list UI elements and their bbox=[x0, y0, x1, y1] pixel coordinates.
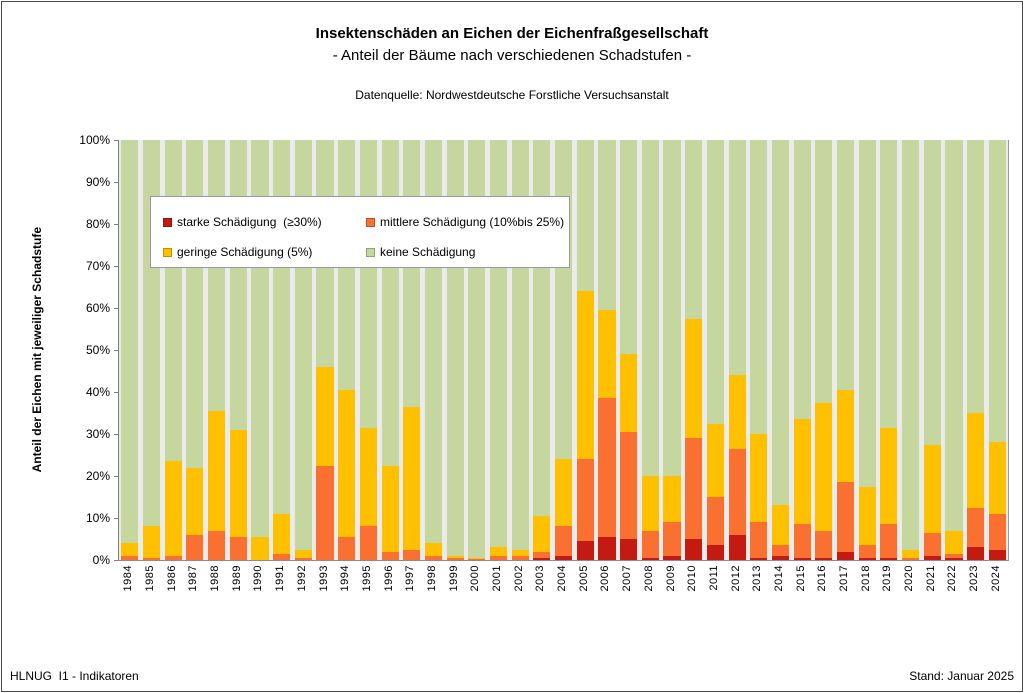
bar-2018 bbox=[859, 140, 876, 560]
bar-2012 bbox=[729, 140, 746, 560]
legend-item-starke bbox=[163, 215, 366, 229]
x-tick-label: 1988 bbox=[209, 565, 222, 592]
y-tick-mark bbox=[114, 266, 118, 267]
x-tick-cell bbox=[812, 565, 834, 603]
bar-segment bbox=[815, 403, 832, 531]
y-tick-mark bbox=[114, 224, 118, 225]
bar-segment bbox=[316, 367, 333, 466]
y-tick-mark bbox=[114, 308, 118, 309]
bar-segment bbox=[642, 140, 659, 476]
x-tick-label: 1998 bbox=[425, 565, 438, 592]
bar-segment bbox=[902, 550, 919, 558]
bar-segment bbox=[945, 531, 962, 554]
x-tick-cell bbox=[855, 565, 877, 603]
x-tick-label: 1986 bbox=[165, 565, 178, 592]
bar-2010 bbox=[685, 140, 702, 560]
x-tick-label: 2006 bbox=[599, 565, 612, 592]
x-tick-label: 2001 bbox=[491, 565, 504, 592]
x-tick-label: 1987 bbox=[187, 565, 200, 592]
bar-segment bbox=[360, 526, 377, 560]
bar-segment bbox=[772, 545, 789, 556]
bar-segment bbox=[533, 558, 550, 560]
bar-segment bbox=[490, 547, 507, 555]
bar-segment bbox=[945, 140, 962, 531]
bar-2017 bbox=[837, 140, 854, 560]
x-tick-cell bbox=[704, 565, 726, 603]
legend-label: mittlere Schädigung (10%bis 25%) bbox=[380, 215, 565, 229]
bar-segment bbox=[382, 466, 399, 552]
x-tick-cell bbox=[964, 565, 986, 603]
bar-segment bbox=[815, 531, 832, 558]
bar-segment bbox=[620, 539, 637, 560]
x-tick-cell bbox=[378, 565, 400, 603]
bar-segment bbox=[837, 390, 854, 482]
x-tick-label: 2003 bbox=[534, 565, 547, 592]
x-tick-cell bbox=[400, 565, 422, 603]
bar-segment bbox=[989, 140, 1006, 442]
bar-segment bbox=[403, 407, 420, 550]
bar-segment bbox=[186, 140, 203, 468]
bar-segment bbox=[924, 556, 941, 560]
legend-label: keine Schädigung bbox=[380, 245, 476, 259]
bar-segment bbox=[555, 140, 572, 459]
x-tick-cell bbox=[573, 565, 595, 603]
bar-segment bbox=[121, 140, 138, 543]
footer-left: HLNUG I1 - Indikatoren bbox=[10, 669, 139, 683]
bar-segment bbox=[989, 550, 1006, 561]
x-tick-label: 1995 bbox=[360, 565, 373, 592]
x-tick-cell bbox=[942, 565, 964, 603]
bar-segment bbox=[555, 459, 572, 526]
bar-segment bbox=[620, 140, 637, 354]
x-tick-label: 1997 bbox=[404, 565, 417, 592]
bar-segment bbox=[230, 537, 247, 560]
x-tick-label: 2002 bbox=[512, 565, 525, 592]
bar-segment bbox=[208, 411, 225, 531]
bar-segment bbox=[794, 558, 811, 560]
x-tick-cell bbox=[183, 565, 205, 603]
y-tick-label: 10% bbox=[85, 511, 110, 525]
x-tick-label: 2011 bbox=[707, 565, 720, 591]
x-tick-cell bbox=[834, 565, 856, 603]
bar-segment bbox=[967, 547, 984, 560]
x-tick-label: 2016 bbox=[816, 565, 829, 592]
bar-segment bbox=[186, 468, 203, 535]
x-tick-cell bbox=[292, 565, 314, 603]
bar-segment bbox=[707, 497, 724, 545]
y-tick-label: 40% bbox=[85, 385, 110, 399]
bar-segment bbox=[859, 140, 876, 487]
bar-segment bbox=[295, 558, 312, 560]
bar-segment bbox=[208, 140, 225, 411]
x-tick-cell bbox=[790, 565, 812, 603]
bar-segment bbox=[512, 556, 529, 560]
bar-segment bbox=[620, 354, 637, 432]
bar-segment bbox=[382, 140, 399, 466]
bar-segment bbox=[837, 552, 854, 560]
bar-2021 bbox=[924, 140, 941, 560]
x-tick-label: 2010 bbox=[686, 565, 699, 592]
x-tick-label: 1989 bbox=[230, 565, 243, 592]
x-tick-cell bbox=[487, 565, 509, 603]
bar-segment bbox=[707, 140, 724, 424]
x-tick-label: 2017 bbox=[838, 565, 851, 592]
bar-segment bbox=[468, 559, 485, 560]
x-tick-cell bbox=[660, 565, 682, 603]
bar-segment bbox=[360, 140, 377, 428]
x-tick-label: 2022 bbox=[946, 565, 959, 592]
x-tick-label: 2024 bbox=[989, 565, 1002, 592]
x-tick-label: 2012 bbox=[729, 565, 742, 592]
y-tick-mark bbox=[114, 434, 118, 435]
bar-segment bbox=[707, 424, 724, 498]
bar-segment bbox=[729, 375, 746, 449]
bar-segment bbox=[967, 413, 984, 508]
x-axis-ticks bbox=[118, 565, 1007, 603]
x-tick-cell bbox=[986, 565, 1008, 603]
bar-1984 bbox=[121, 140, 138, 560]
x-tick-label: 1992 bbox=[295, 565, 308, 592]
x-tick-cell bbox=[140, 565, 162, 603]
bar-segment bbox=[273, 514, 290, 554]
bar-segment bbox=[663, 476, 680, 522]
x-tick-label: 2000 bbox=[469, 565, 482, 592]
x-tick-cell bbox=[682, 565, 704, 603]
bar-segment bbox=[750, 558, 767, 560]
y-tick-label: 50% bbox=[85, 343, 110, 357]
x-tick-cell bbox=[725, 565, 747, 603]
x-tick-label: 2019 bbox=[881, 565, 894, 592]
bar-segment bbox=[772, 505, 789, 545]
y-tick-label: 70% bbox=[85, 259, 110, 273]
bar-2007 bbox=[620, 140, 637, 560]
bar-segment bbox=[837, 482, 854, 551]
x-tick-cell bbox=[205, 565, 227, 603]
x-tick-cell bbox=[552, 565, 574, 603]
x-tick-label: 1991 bbox=[274, 565, 287, 592]
bar-segment bbox=[772, 556, 789, 560]
bar-2024 bbox=[989, 140, 1006, 560]
x-tick-label: 2014 bbox=[772, 565, 785, 592]
bar-segment bbox=[338, 537, 355, 560]
legend-swatch-geringe bbox=[163, 248, 172, 257]
bar-segment bbox=[945, 558, 962, 560]
x-tick-label: 1996 bbox=[382, 565, 395, 592]
y-tick-label: 80% bbox=[85, 217, 110, 231]
x-tick-cell bbox=[118, 565, 140, 603]
bar-segment bbox=[663, 556, 680, 560]
bar-segment bbox=[425, 556, 442, 560]
y-tick-mark bbox=[114, 350, 118, 351]
bar-2009 bbox=[663, 140, 680, 560]
x-tick-label: 1993 bbox=[317, 565, 330, 592]
bar-segment bbox=[837, 140, 854, 390]
legend-item-geringe bbox=[163, 245, 366, 259]
bar-segment bbox=[880, 558, 897, 560]
bar-segment bbox=[663, 140, 680, 476]
bar-segment bbox=[772, 140, 789, 505]
y-tick-mark bbox=[114, 476, 118, 477]
bar-segment bbox=[902, 140, 919, 550]
bar-2006 bbox=[598, 140, 615, 560]
bar-segment bbox=[729, 140, 746, 375]
bar-segment bbox=[425, 543, 442, 556]
x-tick-cell bbox=[335, 565, 357, 603]
data-source-note: Datenquelle: Nordwestdeutsche Forstliche Versuchsanstalt bbox=[355, 88, 669, 102]
bar-segment bbox=[685, 539, 702, 560]
x-tick-label: 1990 bbox=[252, 565, 265, 592]
bar-segment bbox=[555, 556, 572, 560]
bar-segment bbox=[880, 428, 897, 525]
x-tick-cell bbox=[161, 565, 183, 603]
bar-segment bbox=[729, 449, 746, 535]
x-tick-cell bbox=[270, 565, 292, 603]
bar-segment bbox=[403, 140, 420, 407]
bar-segment bbox=[165, 140, 182, 461]
legend-swatch-mittlere bbox=[366, 218, 375, 227]
bar-2008 bbox=[642, 140, 659, 560]
bar-segment bbox=[620, 432, 637, 539]
bar-segment bbox=[295, 550, 312, 558]
y-tick-label: 0% bbox=[92, 553, 110, 567]
bar-segment bbox=[815, 558, 832, 560]
bar-segment bbox=[707, 545, 724, 560]
bar-segment bbox=[815, 140, 832, 403]
bar-2020 bbox=[902, 140, 919, 560]
bar-segment bbox=[859, 487, 876, 546]
bar-segment bbox=[598, 140, 615, 310]
bar-segment bbox=[577, 459, 594, 541]
y-tick-mark bbox=[114, 182, 118, 183]
bar-segment bbox=[230, 140, 247, 430]
x-tick-cell bbox=[769, 565, 791, 603]
chart-subtitle: - Anteil der Bäume nach verschiedenen Schadstufen - bbox=[332, 47, 692, 64]
bar-segment bbox=[967, 508, 984, 548]
bar-segment bbox=[447, 558, 464, 560]
bar-2011 bbox=[707, 140, 724, 560]
bar-segment bbox=[685, 319, 702, 439]
bar-segment bbox=[143, 558, 160, 560]
bar-segment bbox=[273, 554, 290, 560]
bar-segment bbox=[642, 476, 659, 531]
y-axis-title: Anteil der Eichen mit jeweiliger Schadstufe bbox=[30, 227, 44, 473]
y-tick-label: 60% bbox=[85, 301, 110, 315]
x-tick-cell bbox=[357, 565, 379, 603]
bar-segment bbox=[924, 140, 941, 445]
bar-segment bbox=[577, 291, 594, 459]
x-tick-cell bbox=[248, 565, 270, 603]
bar-2016 bbox=[815, 140, 832, 560]
x-tick-label: 1994 bbox=[339, 565, 352, 592]
x-tick-label: 1984 bbox=[122, 565, 135, 592]
bar-segment bbox=[880, 140, 897, 428]
y-tick-mark bbox=[114, 392, 118, 393]
bar-segment bbox=[794, 524, 811, 558]
y-tick-label: 90% bbox=[85, 175, 110, 189]
y-axis-ticks bbox=[58, 133, 110, 567]
legend bbox=[150, 196, 570, 268]
legend-swatch-keine bbox=[366, 248, 375, 257]
bar-segment bbox=[598, 537, 615, 560]
bar-segment bbox=[685, 438, 702, 539]
y-tick-mark bbox=[114, 560, 118, 561]
x-tick-label: 2020 bbox=[903, 565, 916, 592]
x-tick-cell bbox=[639, 565, 661, 603]
bar-segment bbox=[598, 398, 615, 537]
y-tick-mark bbox=[114, 140, 118, 141]
x-tick-cell bbox=[443, 565, 465, 603]
legend-label: starke Schädigung (≥30%) bbox=[177, 215, 322, 229]
x-tick-label: 2004 bbox=[556, 565, 569, 592]
bar-segment bbox=[208, 531, 225, 560]
x-tick-cell bbox=[465, 565, 487, 603]
bar-segment bbox=[490, 556, 507, 560]
bar-segment bbox=[902, 558, 919, 560]
bar-segment bbox=[121, 556, 138, 560]
x-tick-label: 2018 bbox=[859, 565, 872, 592]
bar-segment bbox=[165, 556, 182, 560]
bar-segment bbox=[382, 552, 399, 560]
bar-segment bbox=[577, 541, 594, 560]
bar-segment bbox=[794, 419, 811, 524]
bar-segment bbox=[750, 140, 767, 434]
bar-2015 bbox=[794, 140, 811, 560]
bar-segment bbox=[165, 461, 182, 556]
bar-2022 bbox=[945, 140, 962, 560]
bar-segment bbox=[186, 535, 203, 560]
x-tick-cell bbox=[920, 565, 942, 603]
x-tick-cell bbox=[617, 565, 639, 603]
x-tick-label: 2007 bbox=[621, 565, 634, 592]
y-tick-label: 30% bbox=[85, 427, 110, 441]
x-tick-cell bbox=[899, 565, 921, 603]
x-tick-cell bbox=[226, 565, 248, 603]
legend-swatch-starke bbox=[163, 218, 172, 227]
x-tick-cell bbox=[747, 565, 769, 603]
bar-segment bbox=[794, 140, 811, 419]
legend-label: geringe Schädigung (5%) bbox=[177, 245, 313, 259]
bar-segment bbox=[967, 140, 984, 413]
bar-segment bbox=[338, 390, 355, 537]
bar-segment bbox=[555, 526, 572, 555]
bar-2019 bbox=[880, 140, 897, 560]
bar-segment bbox=[989, 514, 1006, 550]
legend-item-mittlere bbox=[366, 215, 569, 229]
bar-segment bbox=[859, 545, 876, 558]
x-tick-label: 2013 bbox=[751, 565, 764, 592]
bar-segment bbox=[598, 310, 615, 398]
x-tick-cell bbox=[422, 565, 444, 603]
bar-segment bbox=[403, 550, 420, 561]
bar-segment bbox=[642, 558, 659, 560]
y-tick-label: 100% bbox=[79, 133, 110, 147]
bar-segment bbox=[989, 442, 1006, 513]
bar-segment bbox=[642, 531, 659, 558]
bar-segment bbox=[924, 445, 941, 533]
chart-title: Insektenschäden an Eichen der Eichenfraßgesellschaft bbox=[315, 25, 709, 42]
bar-segment bbox=[251, 537, 268, 560]
bar-segment bbox=[750, 434, 767, 522]
x-tick-cell bbox=[313, 565, 335, 603]
y-tick-mark bbox=[114, 518, 118, 519]
bar-segment bbox=[360, 428, 377, 527]
bar-segment bbox=[577, 140, 594, 291]
bar-segment bbox=[729, 535, 746, 560]
bar-2023 bbox=[967, 140, 984, 560]
x-tick-cell bbox=[877, 565, 899, 603]
bar-2005 bbox=[577, 140, 594, 560]
bar-segment bbox=[859, 558, 876, 560]
x-tick-label: 2023 bbox=[968, 565, 981, 592]
bar-segment bbox=[663, 522, 680, 556]
x-tick-label: 2015 bbox=[794, 565, 807, 592]
bar-segment bbox=[121, 543, 138, 556]
bar-segment bbox=[685, 140, 702, 319]
x-tick-label: 1999 bbox=[447, 565, 460, 592]
bar-segment bbox=[316, 466, 333, 561]
x-tick-label: 2005 bbox=[577, 565, 590, 592]
bar-segment bbox=[924, 533, 941, 556]
footer-right: Stand: Januar 2025 bbox=[909, 669, 1014, 683]
bar-2014 bbox=[772, 140, 789, 560]
x-tick-cell bbox=[508, 565, 530, 603]
x-tick-cell bbox=[530, 565, 552, 603]
y-tick-label: 20% bbox=[85, 469, 110, 483]
bar-segment bbox=[750, 522, 767, 558]
x-tick-label: 2009 bbox=[664, 565, 677, 592]
x-tick-label: 2008 bbox=[642, 565, 655, 592]
bar-segment bbox=[880, 524, 897, 558]
bar-segment bbox=[143, 526, 160, 558]
x-tick-label: 1985 bbox=[144, 565, 157, 592]
x-tick-label: 2021 bbox=[924, 565, 937, 592]
x-tick-cell bbox=[595, 565, 617, 603]
legend-item-keine bbox=[366, 245, 569, 259]
bar-segment bbox=[230, 430, 247, 537]
bar-segment bbox=[533, 516, 550, 552]
bar-2013 bbox=[750, 140, 767, 560]
